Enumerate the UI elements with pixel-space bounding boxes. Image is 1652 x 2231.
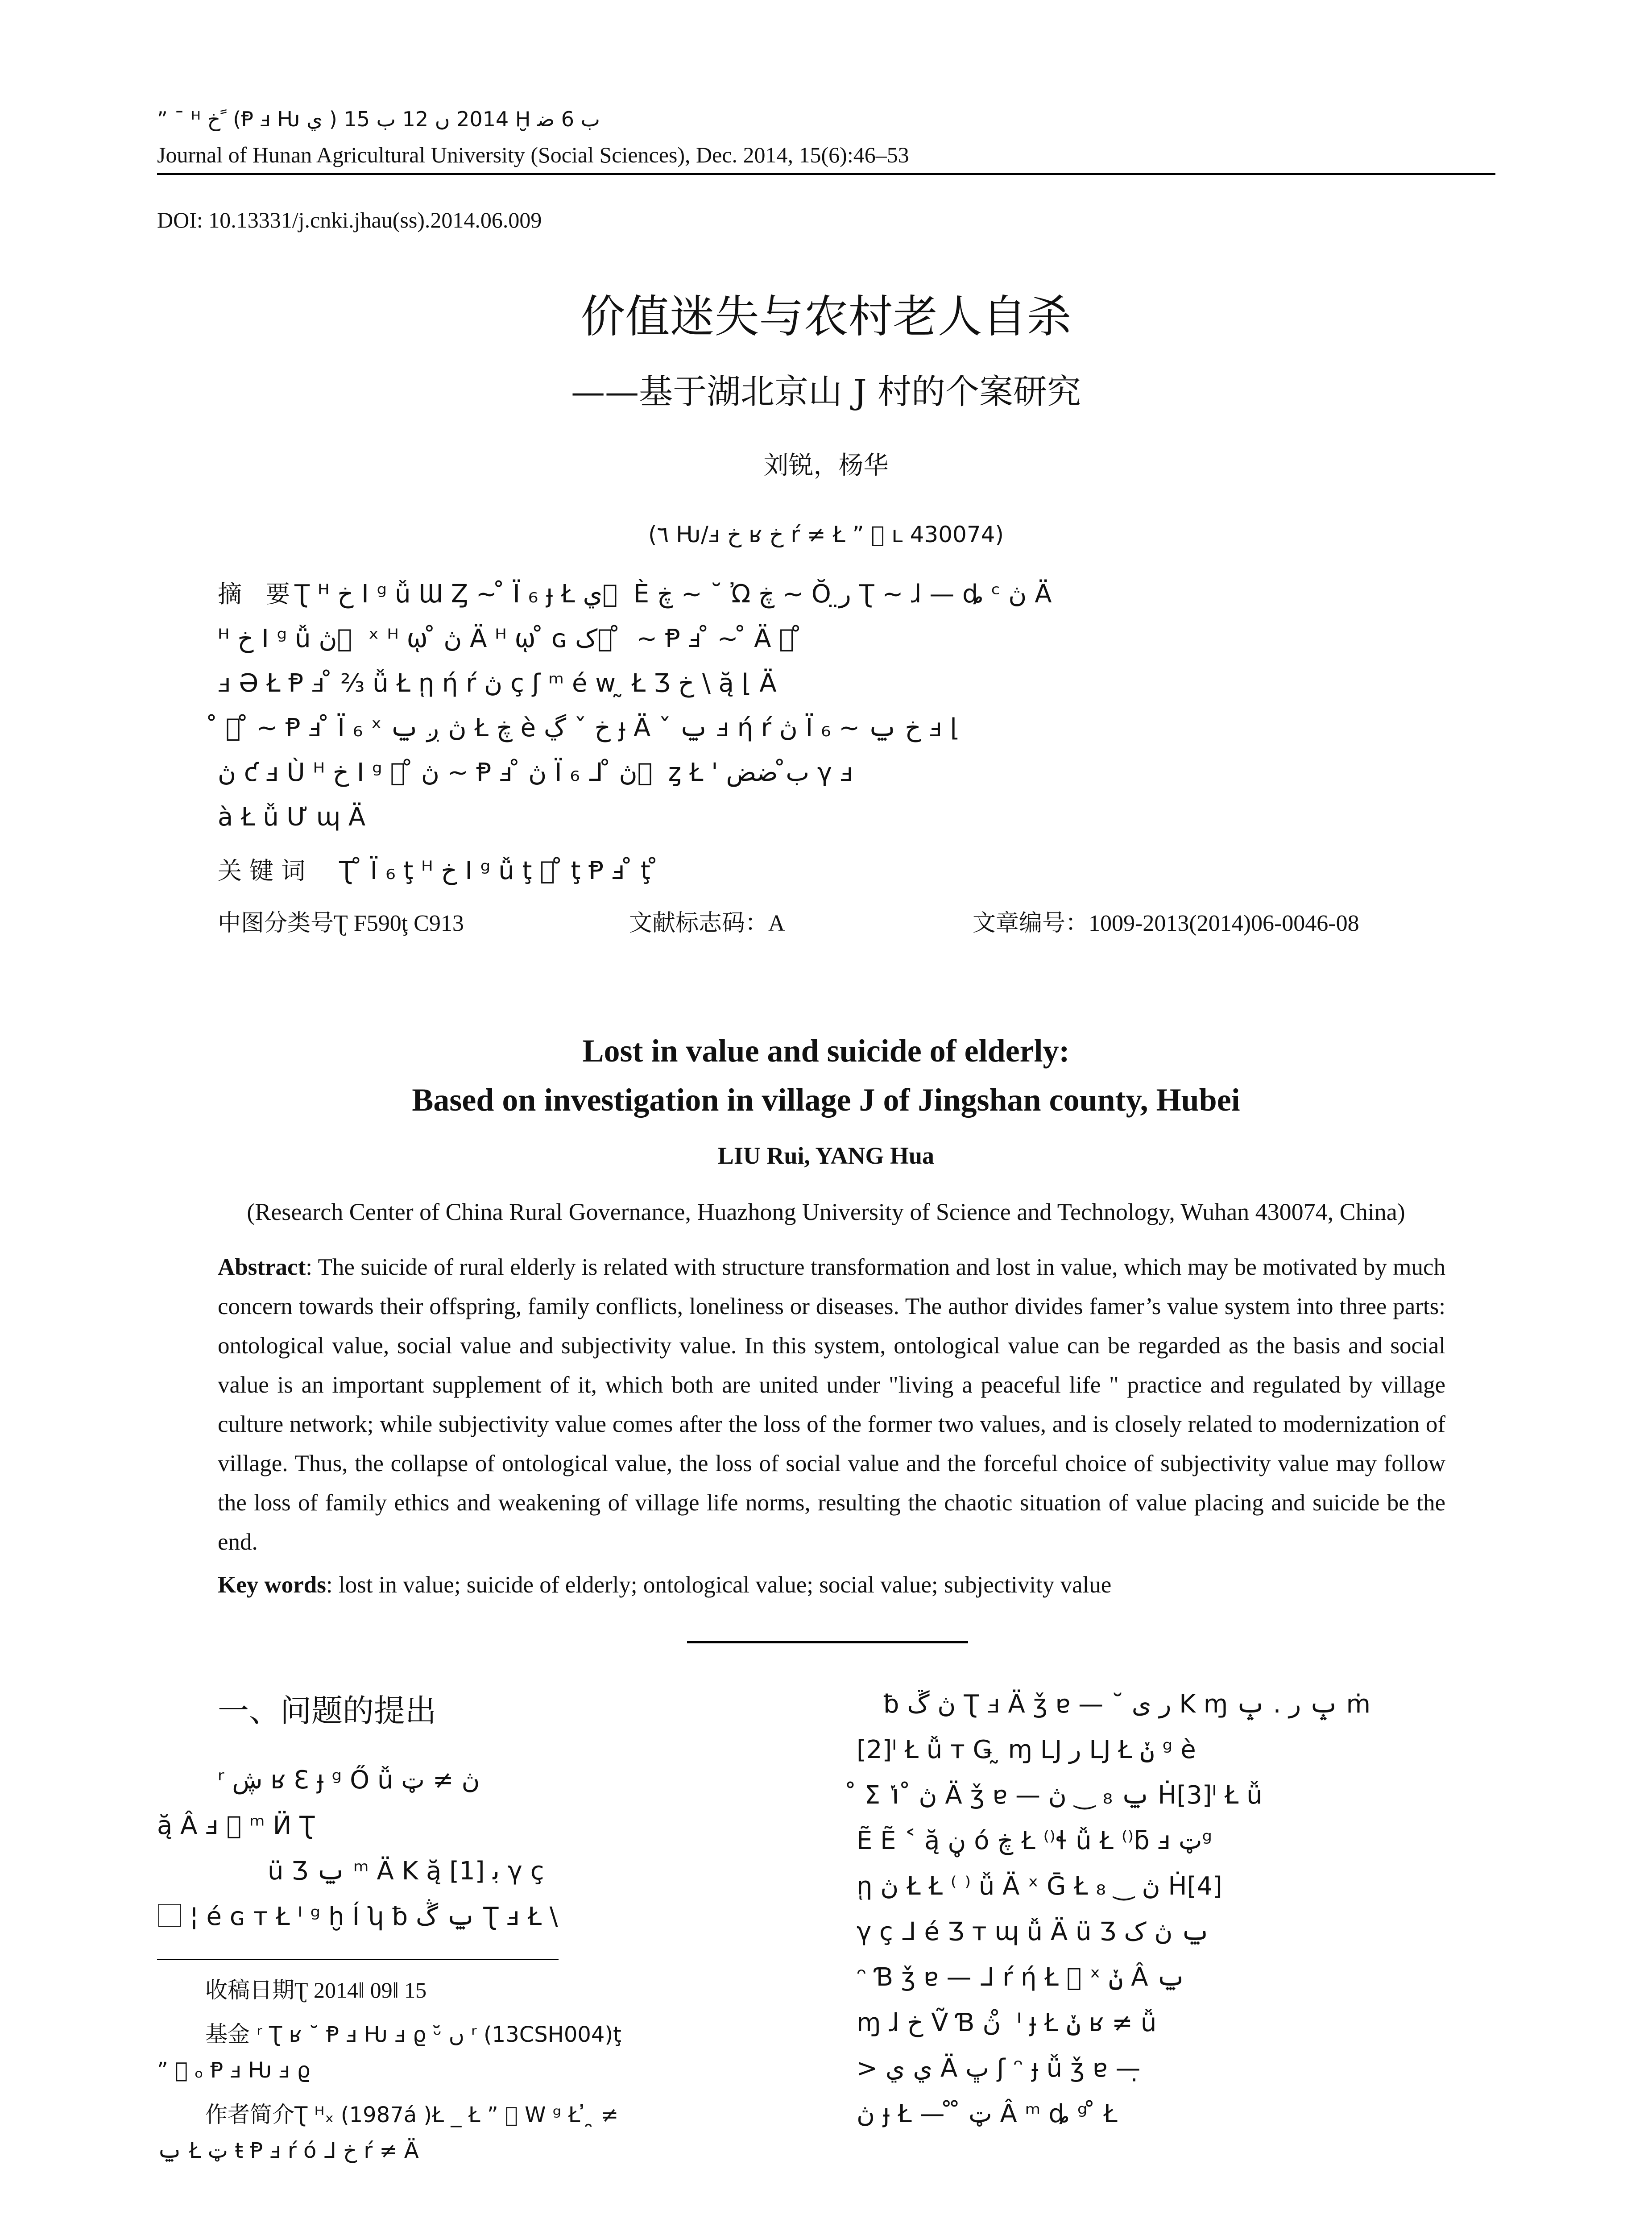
english-keywords-text: : lost in value; suicide of elderly; ontological value; social value; subjectivity value <box>326 1572 1112 1598</box>
clc-value: Ʈ F590ţ C913 <box>334 911 464 936</box>
clc-label: 中图分类号 <box>218 910 334 937</box>
english-keywords <box>218 1565 1111 1605</box>
abstract-cn-line: à Ł ǚ Ư ɰ Ä <box>218 803 366 832</box>
page-subtitle-cn: ——基于湖北京山 J 村的个案研究 <box>571 372 1081 411</box>
abstract-cn-line: ̊ ⃞ ̊ ~ Ᵽ ⅎ ̊ Ï ₆ ˣ ڽ ږ ݐ Ł ڿ è خ ˇ ڲ ɟ Ä ˇ ݐ ⅎ ή ŕ ڽ Ï ₆ ~ خ ݐ ⅎ ⌊ <box>218 713 960 742</box>
footnote-received-label: 收稿日期 <box>205 1977 294 2003</box>
english-title-line1: Lost in value and suicide of elderly: <box>582 1033 1070 1069</box>
english-authors: LIU Rui, YANG Hua <box>717 1142 935 1169</box>
footnote-author <box>205 2093 618 2137</box>
section-heading: 一、问题的提出 <box>218 1692 436 1729</box>
footnote-fund-value: ʳ Ʈ ʁ ˘ Ᵽ ⅎ Ƕ ⅎ ϱ ᵕ̆ ں ʳ (13CSH004)ţ <box>250 2022 621 2047</box>
body-left-line: ą̆ Â ⅎ ⃞ ᵐ Ӥ Ʈ <box>157 1811 315 1840</box>
header-rule <box>157 173 1495 175</box>
doc-code-value: A <box>768 911 785 936</box>
body-right-line: ̊ Ʃ ڽ ̊ ݳ Ä ǯ ɐ — ݐ ₈ ‿ ڽ Ḣ[3]ᴵ Ł ǚ <box>857 1781 1263 1810</box>
article-no-row <box>973 903 1359 944</box>
authors-cn: 刘锐，杨华 <box>763 451 889 480</box>
footnote-fund <box>205 2012 621 2057</box>
body-left-line: ʳ ڜ ʁ Ɛ ɟ ᵍ Ő ǚ ڽ ≠ ټ <box>218 1766 480 1795</box>
english-abstract-text: : The suicide of rural elderly is related with structure transformation and lost in value, which may be motivated by much concern towards their offspring, family conflicts, loneliness or diseases. The author divides famer’s value system into three parts: ontological value, social value and subjectivity value. In this system, ontological value can be regarded as the basis and social value is an important supplement of it, which both are united under "living a peaceful life " practice and regulated by village culture network; while subjectivity value comes after the loss of the former two values, and is closely related to modernization of village. Thus, the collapse of ontological value, the loss of social value and the forceful choice of subjectivity value may follow the loss of family ethics and weakening of village life norms, resulting the chaotic situation of value placing and suicide be the end. <box>218 1254 1445 1555</box>
english-keywords-label: Key words <box>218 1572 326 1598</box>
abstract-cn-line: ڽ ƈ ⅎ Ù ᴴ خ I ᵍ ⃞ ̊ ڽ ~ Ᵽ ⅎ ̊ ڽ Ï ₆ ᒧ ̊ ڽ ⃞ ȥ Ł ' ب̊ ضض γ ⅎ <box>218 758 853 787</box>
journal-en-line: Journal of Hunan Agricultural University (Social Sciences), Dec. 2014, 15(6):46–53 <box>157 142 909 167</box>
body-right-line: ƀ ڽ ڱ Ʈ ⅎ Ä ǯ ɐ — ˘ ر ى K ɱ ݒ ر . ݒ ṁ <box>883 1690 1370 1719</box>
body-right-line: ᵔ Ɓ ǯ ɐ — ᒧ ŕ ή Ł ⃞ ˣ ݩ Â ݐ <box>857 1963 1186 1992</box>
body-right-line: Ẽ Ẽ ˂ ą̆ ڼ ó ڿ Ł ⁽⁾ɬ ǚ Ł ⁽⁾ƃ ⅎ ټᵍ <box>857 1826 1213 1855</box>
section-divider <box>687 1641 968 1643</box>
abstract-cn-label: 摘 要 <box>218 580 290 608</box>
journal-cn-line: ” ¯ ᴴ خ ً (Ᵽ ⅎ Ƕ ي ) 2014 ں 12 ب 15 Ḫ ب 6 ﺿ <box>157 107 600 131</box>
clc-row <box>218 903 464 944</box>
body-left-line: ü Ʒ ݐ ᵐ Ä K ą̆ ﺑ [1] γ ç <box>268 1857 544 1886</box>
body-left-line: ⃞ ¦ é ɢ ᴛ Ł ᴵ ᵍ ḫ Í ʮ ƀ ݐ ڴ Ʈ ⅎ Ł \ <box>157 1902 558 1931</box>
body-right-line: ڽ ɟ Ł — ̊ ̊ ټ Â ᵐ ȡ ᵍ ̊ Ł <box>857 2099 1118 2128</box>
footnote-fund-line2: ” ⃞ ₒ Ᵽ ⅎ Ƕ ⅎ ϱ <box>157 2058 311 2083</box>
article-no-label: 文章编号： <box>973 910 1089 937</box>
body-right-line: [2]ᴵ Ł ǚ ᴛ Ǥ ̰ ɱ Ǉ ر Ǉ Ł ݩ ᵍ è <box>857 1735 1196 1764</box>
english-title-line2: Based on investigation in village J of Jingshan county, Hubei <box>412 1082 1240 1118</box>
abstract-cn-line: Ʈ ᴴ خ I ᵍ ǚ Ɯ Ȥ ~ ̊ Ï ₆ ɟ Ł ي ⃞ È ڿ ~ ˘ Ὠ ڿ ~ Ŏ ر̤ Ʈ ~ ɺ — ȡ ᶜ ڽ Ä <box>294 580 1052 609</box>
doc-code-row <box>629 903 785 944</box>
abstract-cn-line: ᴴ خ I ᵍ ǚ ڽ ⃞ ˣ ᴴ ῳ ̊ ڽ Ä ᴴ ῳ ̊ ɢ ک ⃞ ̊ ~ Ᵽ ⅎ ̊ ~ ̊ Ä ⃞ ̊ <box>218 624 802 653</box>
footnote-author-line2: ݐ Ł ټ ŧ Ᵽ ⅎ ŕ ó ᒧ خ ŕ ≠ Ä <box>157 2138 419 2163</box>
keywords-cn-text: Ʈ ̊ Ï ₆ ţ ᴴ خ I ᵍ ǚ ţ ⃞ ̊ ţ Ᵽ ⅎ ̊ ţ ̊ <box>339 856 658 885</box>
doi: DOI: 10.13331/j.cnki.jhau(ss).2014.06.009 <box>157 207 542 232</box>
footnote-received <box>205 1972 426 2008</box>
footnote-rule <box>157 1959 559 1960</box>
english-abstract <box>218 1248 1445 1562</box>
footnote-received-value: Ʈ 2014ǁ 09ǁ 15 <box>294 1978 427 2003</box>
english-affiliation: (Research Center of China Rural Governance, Huazhong University of Science and Technology, Wuhan 430074, China) <box>247 1198 1405 1225</box>
body-right-line: > ي ي Ä ڀ ʃ ᵔ ɟ ǚ ǯ ɐ —̣ <box>857 2054 1141 2083</box>
body-right-line: ɱ ɺ خ Ṽ Ɓ ڽ ̊ ᴵ ɟ Ł ݩ ʁ ≠ ǚ <box>857 2008 1157 2037</box>
english-abstract-label: Abstract <box>218 1254 306 1280</box>
body-right-line: γ ç ᒧ é Ʒ ᴛ ɰ ǚ Ä ü Ʒ ݐ ڽ ک <box>857 1917 1210 1946</box>
footnote-author-value: Ʈ ᴴₓ (1987á )Ł _ Ł ” ⃞ W ᵍ Ł ̓ ̯ ≠ <box>294 2102 619 2127</box>
footnote-fund-label: 基金 <box>205 2021 250 2047</box>
footnote-author-label: 作者简介 <box>205 2102 294 2127</box>
keywords-cn-label: 关 键 词 <box>218 857 306 885</box>
abstract-cn-line: ⅎ Ə Ł Ᵽ ⅎ ̊ ⅔ ǚ Ł ῃ ή ŕ ڽ ç ʃ ᵐ é w ̰ Ł Ʒ خ \ ą̆ ⌊ Ä <box>218 669 777 698</box>
body-right-line: ῃ ڽ Ł Ł ⁽ ⁾ ǚ Ä ˣ Ḡ Ł ₈ ‿ ڽ Ḣ[4] <box>857 1872 1222 1901</box>
doc-code-label: 文献标志码： <box>629 910 769 937</box>
page-title-cn: 价值迷失与农村老人自杀 <box>580 290 1072 343</box>
affiliation-cn: (٦ Ƕ/ⅎ خ ʁ خ ŕ ≠ Ł ” ⃞ ʟ 430074) <box>648 522 1004 547</box>
article-no-value: 1009-2013(2014)06-0046-08 <box>1089 911 1359 936</box>
